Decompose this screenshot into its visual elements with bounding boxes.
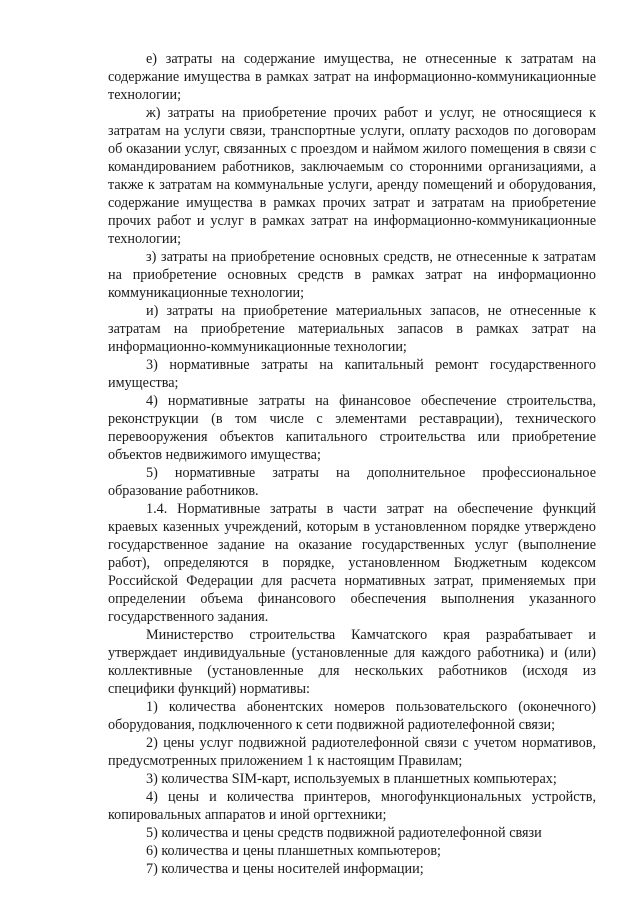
paragraph-item-i: и) затраты на приобретение материальных запасов, не отнесенные к затратам на приобретение материальных запасов в рамках затрат на информационно-коммуникационные технологии; — [108, 303, 596, 355]
paragraph-ministry: Министерство строительства Камчатского края разрабатывает и утверждает индивидуальные (установленные для каждого работника) и (или) коллективные (установленные для нескольких работников (исходя из специфики функций) нормативы: — [108, 627, 596, 697]
paragraph-norm-6: 6) количества и цены планшетных компьютеров; — [146, 843, 441, 859]
paragraph-norm-1: 1) количества абонентских номеров пользовательского (оконечного) оборудования, подключенного к сети подвижной радиотелефонной связи; — [108, 699, 596, 733]
paragraph-item-zh: ж) затраты на приобретение прочих работ и услуг, не относящиеся к затратам на услуги связи, транспортные услуги, оплату расходов по договорам об оказании услуг, связанных с проездом и наймом жилого помещения в связи с командированием работников, заключаемым со сторонними организациями, а также к затратам на коммунальные услуги, аренду помещений и оборудования, содержание имущества в рамках прочих затрат и затратам на приобретение прочих работ и услуг в рамках затрат на информационно-коммуникационные технологии; — [108, 105, 596, 247]
paragraph-norm-2: 2) цены услуг подвижной радиотелефонной связи с учетом нормативов, предусмотренных приложением 1 к настоящим Правилам; — [108, 735, 596, 769]
paragraph-norm-4: 4) цены и количества принтеров, многофункциональных устройств, копировальных аппаратов и иной оргтехники; — [108, 789, 596, 823]
paragraph-item-5: 5) нормативные затраты на дополнительное профессиональное образование работников. — [108, 465, 596, 499]
paragraph-item-3: 3) нормативные затраты на капитальный ремонт государственного имущества; — [108, 357, 596, 391]
paragraph-item-z: з) затраты на приобретение основных средств, не отнесенные к затратам на приобретение основных средств в рамках затрат на информационно коммуникационные технологии; — [108, 249, 596, 301]
document-page — [108, 50, 596, 878]
paragraph-norm-5: 5) количества и цены средств подвижной радиотелефонной связи — [146, 825, 542, 841]
paragraph-norm-3: 3) количества SIM-карт, используемых в планшетных компьютерах; — [146, 771, 557, 787]
paragraph-item-e: е) затраты на содержание имущества, не отнесенные к затратам на содержание имущества в рамках затрат на информационно-коммуникационные технологии; — [108, 51, 596, 103]
paragraph-item-4: 4) нормативные затраты на финансовое обеспечение строительства, реконструкции (в том числе с элементами реставрации), технического перевооружения объектов капитального строительства или приобретение объектов недвижимого имущества; — [108, 393, 596, 463]
paragraph-norm-7: 7) количества и цены носителей информации; — [146, 861, 424, 877]
paragraph-section-1-4: 1.4. Нормативные затраты в части затрат на обеспечение функций краевых казенных учреждений, которым в установленном порядке утверждено государственное задание на оказание государственных услуг (выполнение работ), определяются в порядке, установленном Бюджетным кодексом Российской Федерации для расчета нормативных затрат, применяемых при определении объема финансового обеспечения выполнения указанного государственного задания. — [108, 501, 596, 625]
